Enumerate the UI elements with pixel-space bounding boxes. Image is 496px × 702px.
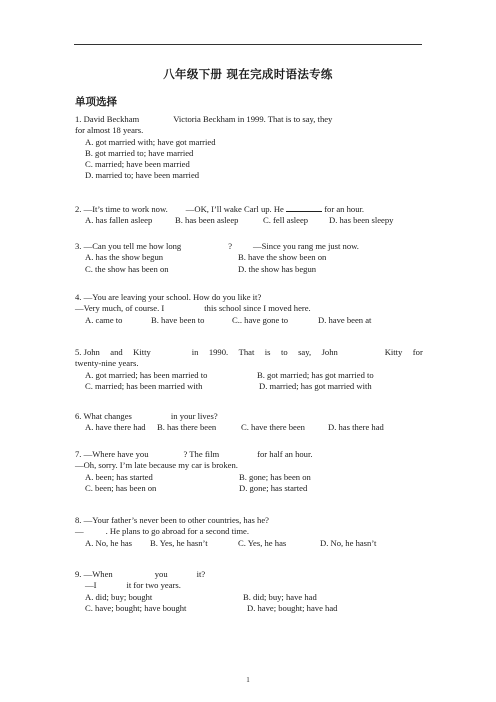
question-1-stem: 1. David Beckham Victoria Beckham in 1999. That is to say, they	[75, 114, 333, 124]
option-a: A. have there had	[85, 422, 146, 433]
option-a: A. No, he has	[85, 537, 133, 548]
question-1-stem-cont: for almost 18 years.	[75, 125, 144, 136]
option-a: A. got married; has been married to	[85, 369, 208, 380]
question-5-stem: 5. John and Kitty in 1990. That is to say, John Kitty for	[75, 347, 423, 357]
option-b: B. gone; has been on	[239, 471, 311, 482]
option-d: D. married; has got married with	[259, 380, 372, 391]
option-a: A. has the show begun	[85, 252, 164, 263]
question-9-stem-cont: —I it for two years.	[85, 580, 181, 591]
question-4-stem-cont: —Very much, of course. I this school since I moved here.	[75, 303, 311, 314]
question-9-stem: 9. —When you it?	[75, 569, 206, 579]
question-2	[75, 203, 423, 227]
option-a: A. has fallen asleep	[85, 215, 153, 226]
option-c: C. Yes, he has	[238, 537, 287, 548]
question-9	[75, 569, 423, 614]
option-a: A. did; buy; bought	[85, 591, 153, 602]
option-d: D. have; bought; have had	[247, 602, 338, 613]
option-d: D. married to; have been married	[85, 170, 200, 181]
question-3-options-row1	[75, 252, 423, 263]
option-b: B. got married to; have married	[85, 147, 194, 158]
question-3-options-row2	[75, 264, 423, 275]
question-2-options	[75, 215, 423, 226]
option-a: A. came to	[85, 314, 123, 325]
option-c: C. have; bought; have bought	[85, 602, 187, 613]
question-3	[75, 241, 423, 275]
option-d: D. has been sleepy	[329, 215, 394, 226]
option-b: B. got married; has got married to	[257, 369, 374, 380]
question-4-options	[75, 315, 423, 326]
question-8-options	[75, 538, 423, 549]
question-7-options-row1	[75, 472, 423, 483]
question-9-options-row1	[75, 592, 423, 603]
question-6	[75, 411, 423, 434]
option-c: C.. have gone to	[232, 314, 289, 325]
question-6-options	[75, 422, 423, 433]
option-b: B. Yes, he hasn’t	[150, 537, 208, 548]
option-b: B. has been asleep	[175, 215, 239, 226]
option-c: C. married; has been married with	[85, 380, 203, 391]
question-1	[75, 114, 423, 182]
question-8-stem-cont: — . He plans to go abroad for a second time.	[75, 526, 250, 537]
header-rule	[74, 44, 422, 45]
question-5-options-row2	[75, 381, 423, 392]
option-b: B. did; buy; have had	[243, 591, 317, 602]
option-c: C. the show has been on	[85, 263, 169, 274]
page-number: 1	[246, 676, 250, 684]
section-heading: 单项选择	[75, 96, 117, 108]
option-a: A. been; has started	[85, 471, 153, 482]
option-d: D. have been at	[318, 314, 372, 325]
option-b: B. has there been	[157, 422, 217, 433]
question-9-options-row2	[75, 603, 423, 614]
question-4-stem: 4. —You are leaving your school. How do you like it?	[75, 292, 262, 302]
option-c: C. married; have been married	[85, 159, 190, 170]
question-7-options-row2	[75, 483, 423, 494]
question-4	[75, 292, 423, 326]
question-7-stem: 7. —Where have you ? The film for half an hour.	[75, 449, 313, 459]
question-7-stem-cont: —Oh, sorry. I’m late because my car is broken.	[75, 460, 238, 471]
option-c: C. have there been	[241, 422, 305, 433]
question-2-stem: 2. —It’s time to work now. —OK, I’ll wake Carl up. He for an hour.	[75, 204, 365, 214]
option-b: B. have been to	[151, 314, 205, 325]
option-b: B. have the show been on	[238, 252, 327, 263]
option-d: D. has there had	[328, 422, 384, 433]
option-c: C. fell asleep	[263, 215, 309, 226]
question-8	[75, 515, 423, 549]
question-7	[75, 449, 423, 494]
question-8-stem: 8. —Your father’s never been to other countries, has he?	[75, 515, 269, 525]
option-d: D. No, he hasn’t	[320, 537, 377, 548]
question-6-stem: 6. What changes in your lives?	[75, 411, 218, 421]
option-a: A. got married with; have got married	[85, 136, 216, 147]
question-5	[75, 347, 423, 392]
option-c: C. been; has been on	[85, 482, 157, 493]
option-d: D. the show has begun	[238, 263, 317, 274]
option-d: D. gone; has started	[239, 482, 308, 493]
page-title: 八年级下册 现在完成时语法专练	[163, 67, 333, 81]
question-5-options-row1	[75, 370, 423, 381]
question-3-stem: 3. —Can you tell me how long ? —Since you rang me just now.	[75, 241, 359, 251]
question-5-stem-cont: twenty-nine years.	[75, 358, 139, 369]
